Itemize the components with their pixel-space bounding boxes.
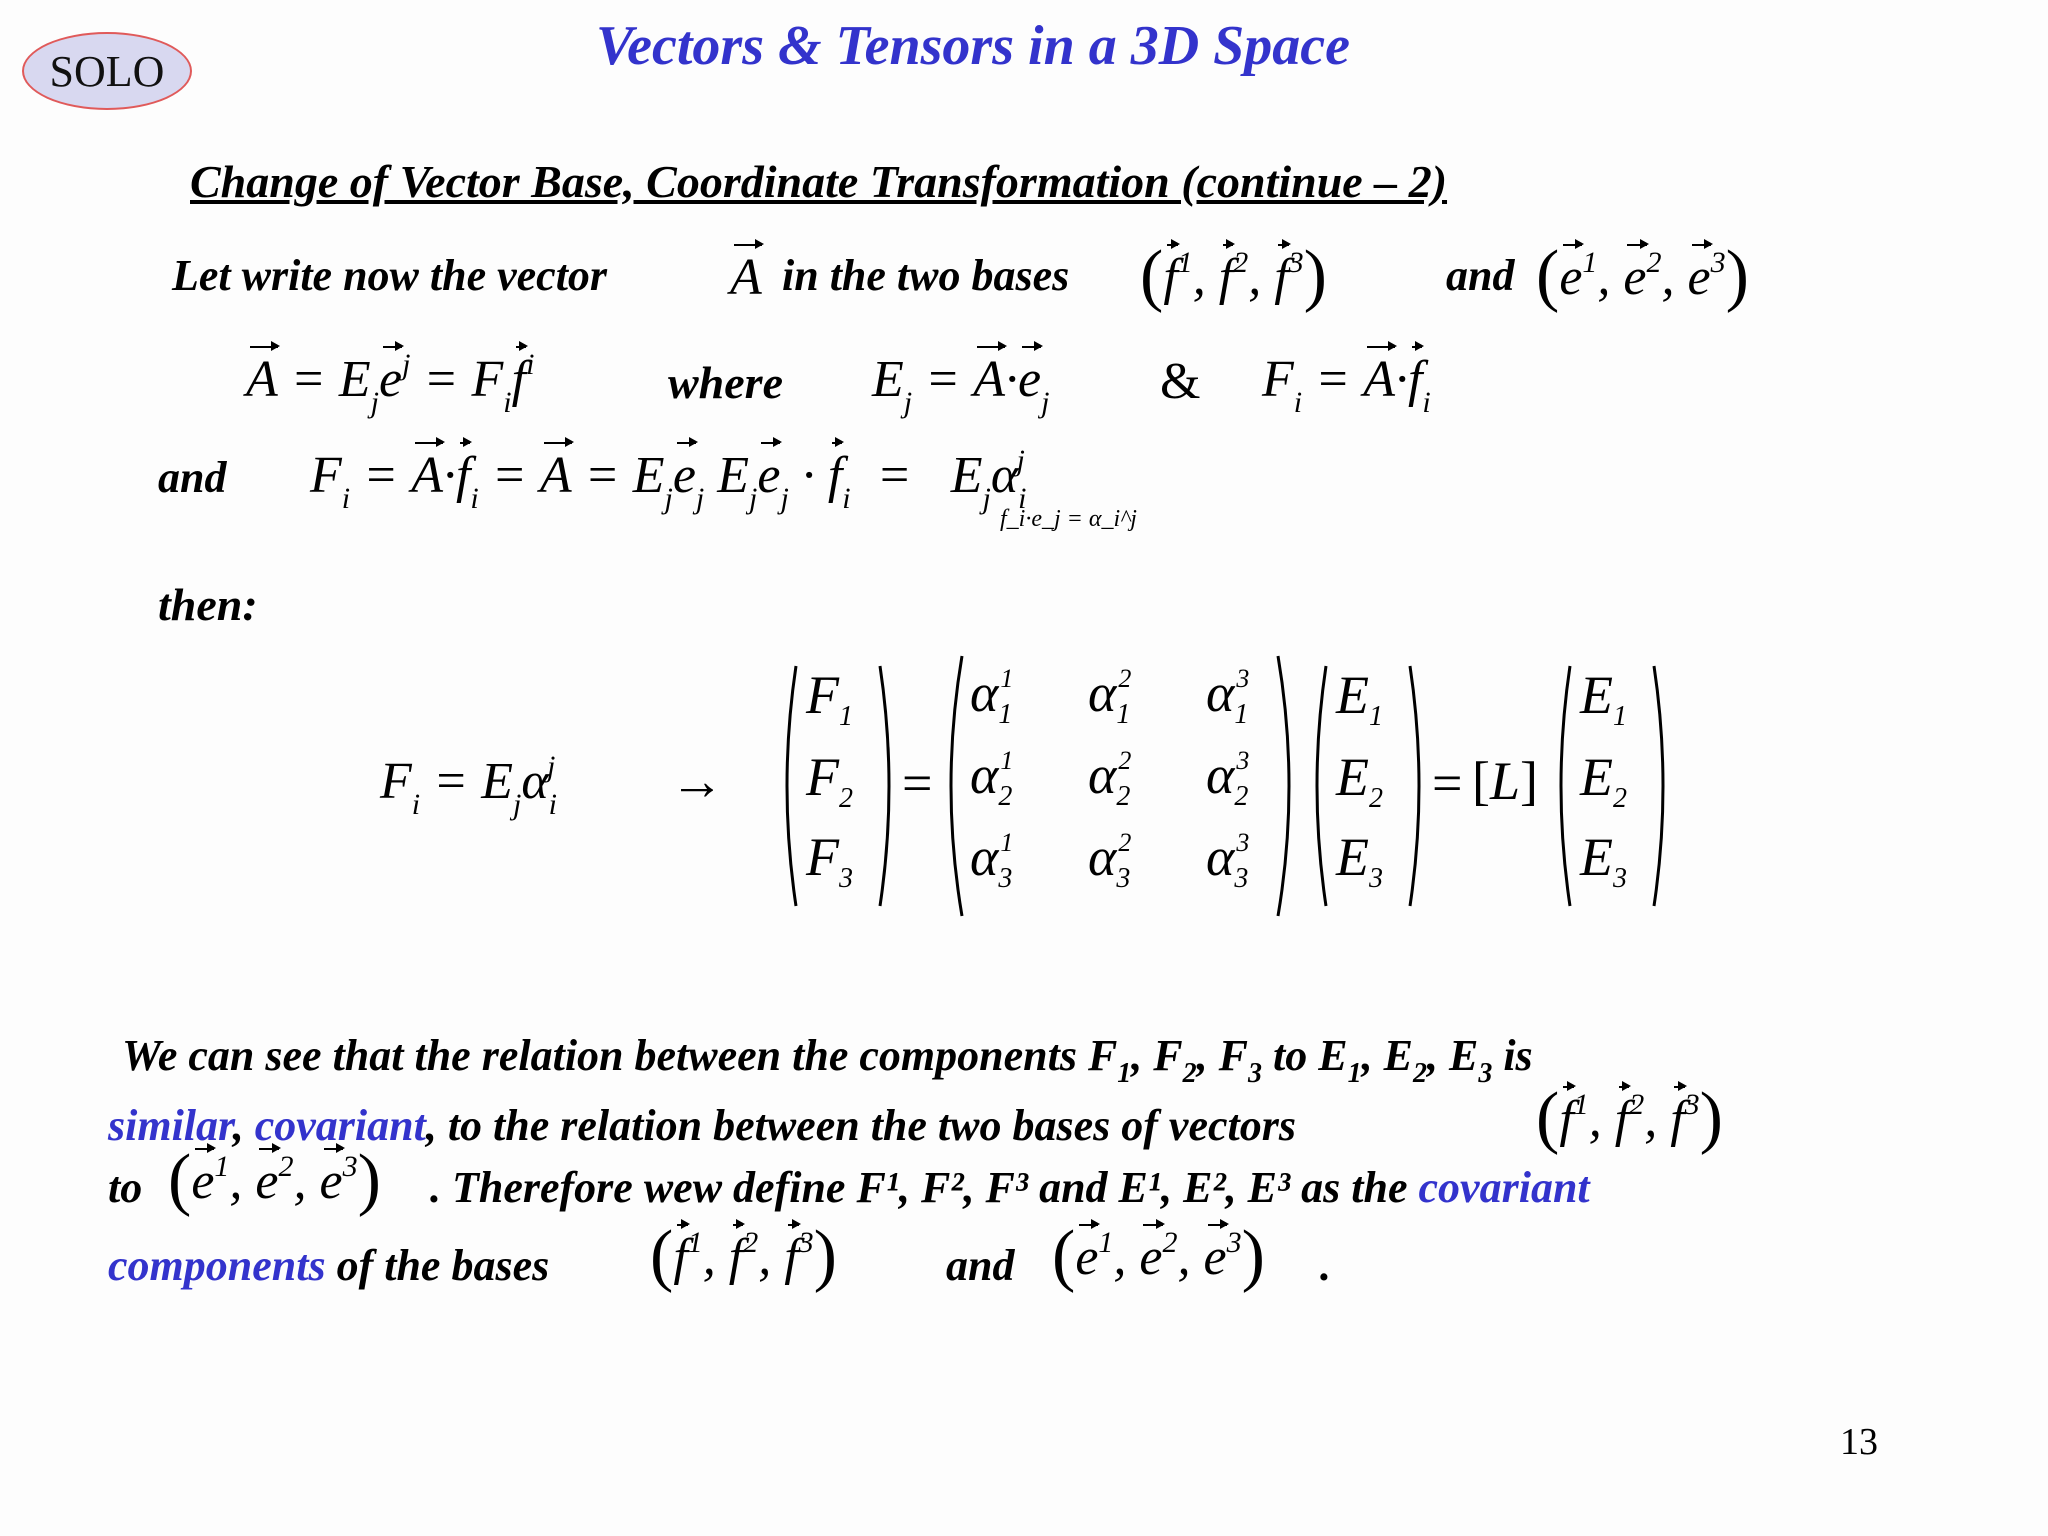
e-column-vector-2: $E_1$ $E_2$ $E_3$: [1552, 662, 1672, 910]
equation-e-component: $E_j = A\cdot e_j$: [872, 351, 1050, 419]
arrow-symbol: →: [670, 751, 724, 811]
line1-text-a: [172, 250, 607, 301]
condition-under-equals: f_i·e_j = α_i^j: [1000, 506, 1137, 532]
para-p3: . Therefore wew define F¹, F², F³ and E¹, E², E³ as the: [430, 1163, 1419, 1212]
line3-and: and: [158, 453, 227, 502]
basis-f-tuple-3: ($f^1$, $f^2$, $f^3$): [650, 1217, 837, 1294]
page-number: 13: [1840, 1421, 1878, 1463]
e-column-vector-1: $E_1$ $E_2$ $E_3$: [1308, 662, 1428, 910]
alpha-matrix: $\alpha_1^1$ $\alpha_1^2$ $\alpha_1^3$ $\alpha_2^1$ $\alpha_2^2$ $\alpha_2^3$ $\alpha_3^1$ $\alpha_3^2$ $\alpha_3^3$: [940, 652, 1300, 920]
equation-f-component: $F_i = A\cdot f_i$: [1262, 351, 1431, 419]
to-label: to: [108, 1163, 143, 1212]
l-matrix: [L]: [1472, 751, 1539, 811]
vector-a-letter: A: [730, 249, 762, 306]
paragraph-line-4: [108, 1240, 549, 1291]
equals-1: =: [902, 753, 933, 813]
para-p2: , to the relation between the two bases of vectors: [425, 1101, 1296, 1150]
equation-a-expansion: $A = E_je^j = F_if^i$: [246, 348, 535, 419]
solo-badge: [22, 32, 192, 110]
f-column-vector: $F_1$ $F_2$ $F_3$: [778, 662, 898, 910]
basis-e-tuple-2: ($e^1$, $e^2$, $e^3$): [168, 1141, 381, 1218]
para-p1-to: to E: [1262, 1031, 1348, 1080]
where-label: where: [668, 357, 783, 408]
ampersand: &: [1160, 353, 1201, 410]
line1-and: and: [1446, 251, 1515, 300]
para-p1: We can see that the relation between the components F: [122, 1031, 1118, 1080]
vector-a-symbol: [730, 248, 762, 307]
components-term: components: [108, 1241, 326, 1290]
para-p1-e3: , E: [1426, 1031, 1479, 1080]
slide-title: Vectors & Tensors in a 3D Space: [596, 15, 1351, 77]
paragraph-and: and: [946, 1241, 1015, 1290]
l-matrix-label: L: [1489, 751, 1521, 811]
equals-2: =: [1432, 753, 1463, 813]
basis-e-tuple-1: ($e^1$, $e^2$, $e^3$): [1536, 237, 1749, 314]
solo-badge-label: SOLO: [49, 46, 165, 96]
line1-text-b: in the two bases: [782, 251, 1070, 300]
paragraph-line-3: [430, 1162, 1590, 1213]
para-p1-is: is: [1492, 1031, 1533, 1080]
equation-f-short: $F_i = E_j\alpha_i^j$: [380, 750, 557, 821]
para-p1-mid1: , F: [1131, 1031, 1183, 1080]
para-p1-mid2: , F: [1196, 1031, 1249, 1080]
basis-f-tuple-1: ($f^1$, $f^2$, $f^3$): [1140, 237, 1327, 314]
para-comma: ,: [232, 1101, 255, 1150]
para-p4: of the bases: [325, 1241, 550, 1290]
equation-f-derivation: $F_i = A\cdot f_i = A = E_je_j$ $E_je_j \cdot f_i = E_j\alpha_i^j$: [310, 444, 1027, 515]
covariant-term-2: covariant: [1418, 1163, 1590, 1212]
paragraph-line-1: We can see that the relation between the components $F_1$, $F_2$, $F_3$ to $E_1$, $E_2$, $E_3$ is: [122, 1031, 1533, 1089]
covariant-term: covariant: [254, 1101, 426, 1150]
para-p1-e2: , E: [1361, 1031, 1413, 1080]
basis-e-tuple-3: ($e^1$, $e^2$, $e^3$): [1052, 1217, 1265, 1294]
paragraph-period: .: [1320, 1241, 1331, 1290]
basis-f-tuple-2: ($f^1$, $f^2$, $f^3$): [1536, 1079, 1723, 1156]
similar-term: similar: [108, 1101, 233, 1150]
then-label: then:: [158, 579, 258, 630]
slide-subtitle: Change of Vector Base, Coordinate Transformation (continue – 2): [190, 156, 1448, 207]
line1-text-a-label: Let write now the vector: [172, 251, 608, 300]
